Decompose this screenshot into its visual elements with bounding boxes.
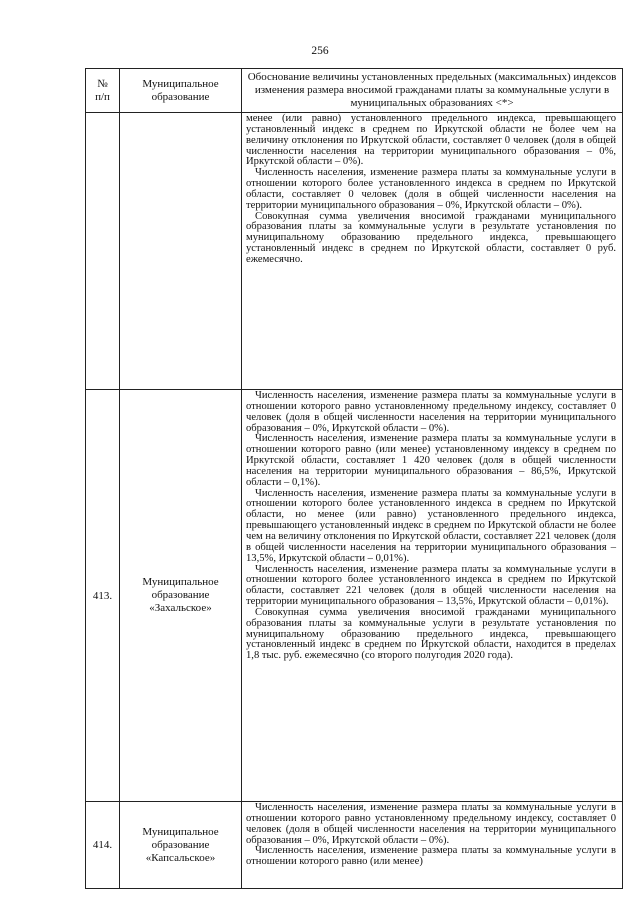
paragraph: Численность населения, изменение размера платы за коммунальные услуги в отношении которого равно установленному предельному индексу, составляет 0 человек (доля в общей численности населения на территории муниципального образования – 0%, Иркутской области – 0%). bbox=[246, 802, 616, 846]
table-row bbox=[86, 802, 623, 889]
row-justification bbox=[242, 390, 623, 802]
paragraph: Совокупная сумма увеличения вносимой гражданами муниципального образования платы за коммунальные услуги в результате установления по муниципальному образованию предельного индекса, превышающего установленный индекс в среднем по Иркутской области, составляет 0 руб. ежемесячно. bbox=[246, 210, 616, 265]
paragraph: Численность населения, изменение размера платы за коммунальные услуги в отношении которого равно (или менее) bbox=[246, 845, 616, 868]
row-municipality bbox=[120, 113, 242, 390]
table-header-row bbox=[86, 69, 623, 113]
paragraph: Численность населения, изменение размера платы за коммунальные услуги в отношении которого равно (или менее) установленному индексу в среднем по Иркутской области, составляет 1 420 человек (доля в общей численности населения на территории муниципального образования – 86,5%, Иркутской области – 0,1%). bbox=[246, 433, 616, 488]
table-row bbox=[86, 113, 623, 390]
paragraph: Численность населения, изменение размера платы за коммунальные услуги в отношении которого равно установленному предельному индексу, составляет 0 человек (доля в общей численности населения на территории муниципального образования – 0%, Иркутской области – 0%). bbox=[246, 390, 616, 434]
row-index bbox=[86, 113, 120, 390]
header-municipality: Муниципальное образование bbox=[120, 69, 242, 113]
row-municipality: Муниципальное образование «Захальское» bbox=[120, 390, 242, 802]
row-justification bbox=[242, 802, 623, 889]
row-municipality: Муниципальное образование «Капсальское» bbox=[120, 802, 242, 889]
row-index: 413. bbox=[86, 390, 120, 802]
paragraph: Совокупная сумма увеличения вносимой гражданами муниципального образования платы за коммунальные услуги в результате установления по муниципальному образованию предельного индекса, превышающего установленный индекс в среднем по Иркутской области, находится в пределах 1,8 тыс. руб. ежемесячно (со второго полугодия 2020 года). bbox=[246, 606, 616, 662]
paragraph: Численность населения, изменение размера платы за коммунальные услуги в отношении которого более установленного индекса в среднем по Иркутской области, составляет 0 человек (доля в общей численности населения на территории муниципального образования – 0%, Иркутской области – 0%). bbox=[246, 167, 616, 211]
page-number: 256 bbox=[311, 45, 329, 57]
paragraph: Численность населения, изменение размера платы за коммунальные услуги в отношении которого более установленного индекса в среднем по Иркутской области, составляет 221 человек (доля в общей численности населения на территории муниципального образования – 13,5%, Иркутской области – 0,01%). bbox=[246, 563, 616, 608]
paragraph: Численность населения, изменение размера платы за коммунальные услуги в отношении которого более установленного индекса в среднем по Иркутской области, но менее (или равно) установленного предельного индекса, превышающего установленный индекс в среднем по Иркутской области не более чем на величину отклонения по Иркутской области, составляет 221 человек (доля в общей численности населения на территории муниципального образования – 13,5%, Иркутской области – 0,01%). bbox=[246, 487, 616, 564]
header-justification: Обоснование величины установленных предельных (максимальных) индексов изменения размера вносимой гражданами платы за коммунальные услуги в муниципальных образованиях <*> bbox=[242, 69, 623, 113]
paragraph: менее (или равно) установленного предельного индекса, превышающего установленный индекс в среднем по Иркутской области не более чем на величину отклонения по Иркутской области, составляет 0 человек (доля в общей численности населения на территории муниципального образования – 0%, Иркутской области – 0%). bbox=[246, 113, 616, 168]
table-row bbox=[86, 390, 623, 802]
justification-table bbox=[85, 68, 623, 889]
row-index: 414. bbox=[86, 802, 120, 889]
header-number: № п/п bbox=[86, 69, 120, 113]
row-justification bbox=[242, 113, 623, 390]
